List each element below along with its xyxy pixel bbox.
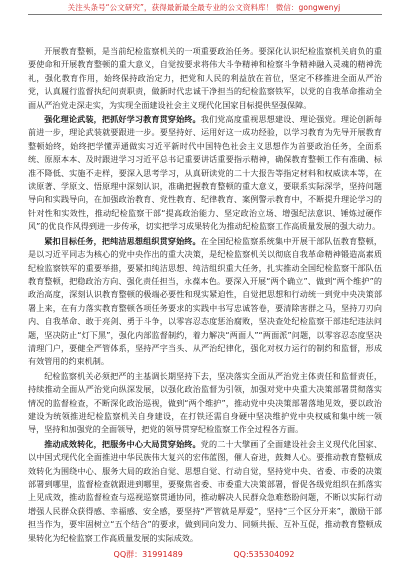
paragraph-3 bbox=[28, 235, 382, 369]
qq-group-number: QQ群：31991489 bbox=[113, 550, 183, 559]
paragraph-5-text: 党的二十大擘画了全面建设社会主义现代化国家、以中国式现代化全面推进中华民族伟大复兴的宏伟蓝图，催人奋进，鼓舞人心。要推动教育整顿成效转化为围绕中心、服务大局的政治自觉、思想自觉、行动自觉，坚持党中央、省委、市委的决策部署到哪里，监督检查就跟进到哪里，要聚焦省委、市委重大决策部署，督促各级党组织在抓落实上见成效，推动监督检查与巡视巡察贯通协同，推动解决人民群众急难愁盼问题，不断以实际行动增强人民群众获得感、幸福感、安全感，要坚持“严管就是厚爱”，坚持“三个区分开来”，激励干部担当作为，要牢固树立“五个结合”的要求，做到同向发力、同频共振、互补互促，推动教育整顿成果转化为纪检监察工作高质量发展的实际成效。 bbox=[28, 438, 382, 543]
paragraph-5-heading: 推动成效转化，把服务中心大局贯穿始终。 bbox=[44, 438, 201, 449]
paragraph-2 bbox=[28, 113, 382, 234]
contact-footer bbox=[0, 549, 408, 561]
qq-number: QQ:535304092 bbox=[233, 550, 295, 559]
promo-banner: 关注头条号“公文研究”，获得最新最全最专业的公文资料库！ 微信：gongwenyj bbox=[67, 3, 341, 12]
document-body bbox=[28, 45, 382, 545]
paragraph-2-heading: 强化理论武装，把抓好学习教育贯穿始终。 bbox=[44, 114, 201, 125]
paragraph-3-text: 在全国纪检监察系统集中开展干部队伍教育整顿，是以习近平同志为核心的党中央作出的重大决策，是纪检监察机关以彻底自我革命精神锻造高素质纪检监察铁军的重要举措，要紧扣纯洁思想、纯洁组织重大任务，扎实推动全国纪检监察干部队伍教育整顿，把稳政治方向、强化责任担当，永葆本色。要深入开展“两个确立”、做到“两个维护”的政治高度，深刻认识教育整顿的极端必要性和现实紧迫性，自觉把思想和行动统一到党中央决策部署上来，在有力落实教育整顿各项任务要求的实践中书写忠诚答卷，要清除害群之马，坚持刀刃向内、自我革命、敢于亮剑、勇于斗争，以零容忍态度惩治腐败，坚决查处纪检监察干部违纪违法问题，坚决防止“灯下黑”，强化内部监督制约，着力解决“两面人”“两面派”问题，以零容忍态度坚决清理门户，要健全严管体系，坚持严字当头、从严治纪律化，强化对权力运行的制约和监督，形成有效管用的约束机制。 bbox=[28, 235, 382, 367]
paragraph-2-text: 我们党高度重视思想建设、理论强党。理论创新每前进一步，理论武装就要跟进一步。要坚持好、运用好这一成功经验，以学习教育为先导开展教育整顿始终，始终把学懂弄通做实习近平新时代中国特色社会主义思想作为首要政治任务，全面系统、原原本本、及时跟进学习习近平总书记重要讲话重要指示精神，确保教育整顿工作有准确、标准不降低、实施不走样，要深入思考学习，从真研读党的二十大报告等指定材料和权威读本等，在读原著、学原文、悟原理中深刻认识，准确把握教育整顿的重大意义，要联系实际深学，坚持问题导向和实践导向，在加强政治教育、党性教育、纪律教育、案例警示教育中，不断提升理论学习的针对性和实效性，推动纪检监察干部“提高政治能力、坚定政治立场、增强纪法意识、锤炼过硬作风”的优良作风得到进一步传承，切实把学习成果转化为推动纪检监察工作高质量发展的强大动力。 bbox=[28, 114, 382, 232]
paragraph-3-heading: 紧扣目标任务，把纯洁思想组织贯穿始终。 bbox=[44, 235, 201, 246]
paragraph-5 bbox=[28, 438, 382, 545]
header-rule bbox=[28, 14, 382, 15]
paragraph-1 bbox=[28, 45, 382, 112]
paragraph-4 bbox=[28, 370, 382, 437]
paragraph-1-text: 开展教育整顿，是当前纪检监察机关的一项重要政治任务。要深化认识纪检监察机关肩负的重要使命和开展教育整顿的重大意义，自觉按要求将伟大斗争精神和检察斗争精神融入灵魂的精神洗礼，强化教育作用，始终保持政治定力，把党和人民的利益放在首位，坚定不移推进全面从严治党，认真履行监督执纪问责职责，做新时代忠诚干净担当的纪检监察铁军，以党的自我革命推动全面从严治党走深走实，为实现全面建设社会主义现代化国家目标提供坚强保障。 bbox=[28, 46, 382, 110]
paragraph-4-text: 纪检监察机关必须把严的主基调长期坚持下去，坚决落实全面从严治党主体责任和监督责任，持续推动全面从严治党向纵深发展，以强化政治监督为引领，加强对党中央重大决策部署贯彻落实情况的监督检查，不断深化政治巡视，做到“两个维护”，推动党中央决策部署落地见效，要以政治建设为统领推进纪检监察机关自身建设，在打铁还需自身硬中坚决维护党中央权威和集中统一领导，坚持和加强党的全面领导，把党的领导贯穿纪检监察工作全过程各方面。 bbox=[28, 370, 382, 435]
